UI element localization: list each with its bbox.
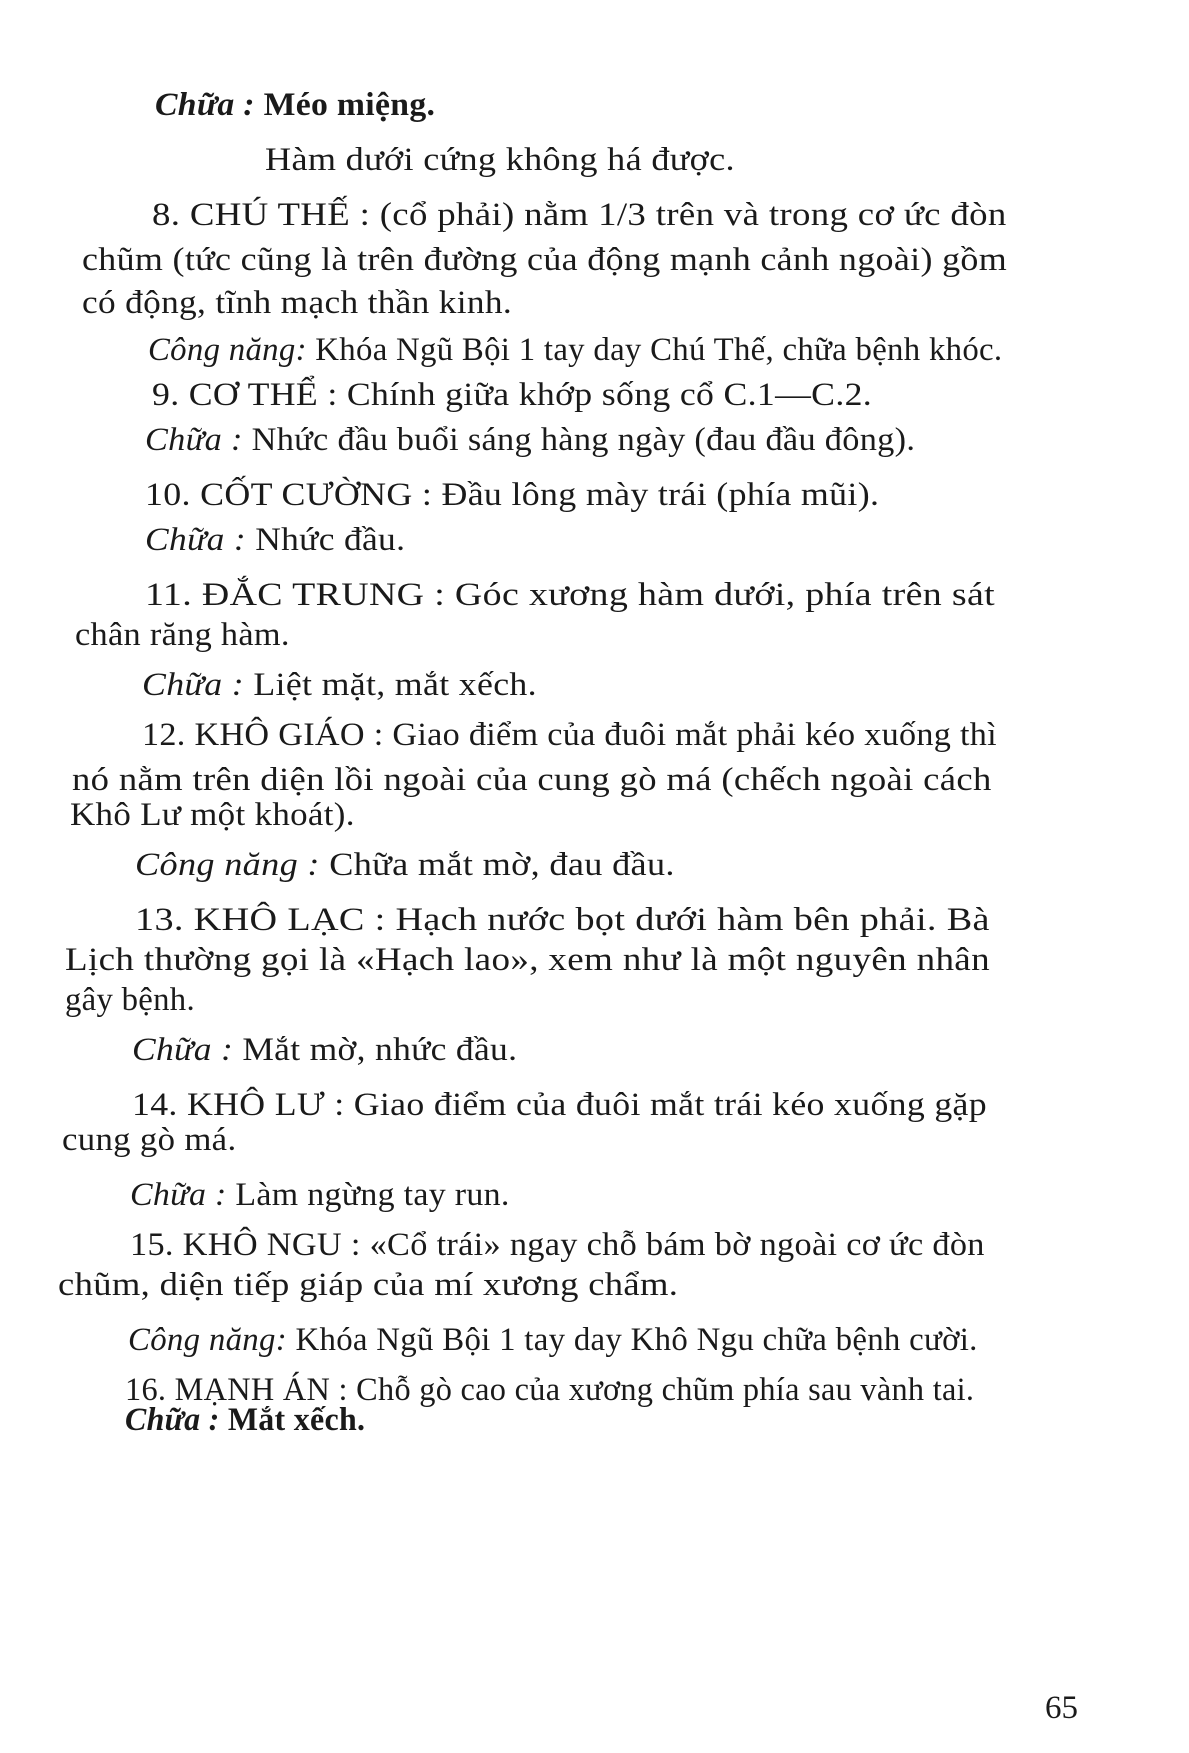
text-line [135, 845, 675, 885]
line-label: Công năng: [148, 332, 307, 368]
line-text: 11. ĐẮC TRUNG : Góc xương hàm dưới, phía trên sát [145, 577, 996, 613]
line-label: Chữa : [132, 1032, 234, 1068]
text-line [65, 980, 195, 1020]
text-line [155, 85, 435, 125]
line-text: chũm, diện tiếp giáp của mí xương chẩm. [58, 1267, 679, 1303]
line-text: Mắt xếch. [227, 1402, 366, 1438]
line-label: Chữa : [125, 1402, 220, 1438]
text-line [265, 140, 735, 180]
line-text: 13. KHÔ LẠC : Hạch nước bọt dưới hàm bên phải. Bà [135, 902, 990, 938]
line-text: chân răng hàm. [75, 617, 290, 653]
text-line [145, 420, 915, 460]
text-line [82, 283, 512, 323]
line-text: Liệt mặt, mắt xếch. [253, 667, 537, 703]
line-text: 14. KHÔ LƯ : Giao điểm của đuôi mắt trái kéo xuống gặp [132, 1087, 987, 1123]
text-line [152, 375, 872, 415]
line-label: Công năng: [128, 1322, 287, 1358]
line-label: Chữa : [155, 87, 255, 123]
line-text: 9. CƠ THỂ : Chính giữa khớp sống cổ C.1—C.2. [152, 377, 873, 413]
line-text: Khóa Ngũ Bội 1 tay day Khô Ngu chữa bệnh cười. [295, 1322, 978, 1358]
line-text: Chữa mắt mờ, đau đầu. [329, 847, 675, 883]
text-line [128, 1320, 978, 1360]
line-text: Mắt mờ, nhức đầu. [242, 1032, 518, 1068]
line-label: Chữa : [130, 1177, 227, 1213]
text-line [142, 715, 997, 755]
text-line [72, 760, 992, 800]
text-line [152, 195, 1007, 235]
text-line [70, 795, 355, 835]
line-text: Nhức đầu buổi sáng hàng ngày (đau đầu đông). [251, 422, 916, 458]
line-text: 15. KHÔ NGU : «Cổ trái» ngay chỗ bám bờ ngoài cơ ức đòn [130, 1227, 985, 1263]
line-text: Nhức đầu. [255, 522, 406, 558]
line-label: Chữa : [145, 422, 243, 458]
line-label: Công năng : [135, 847, 320, 883]
line-text: 8. CHÚ THẾ : (cổ phải) nằm 1/3 trên và trong cơ ức đòn [152, 197, 1007, 233]
line-text: Làm ngừng tay run. [235, 1177, 510, 1213]
text-line [142, 665, 537, 705]
line-text: Khô Lư một khoát). [70, 797, 355, 833]
text-line [130, 1225, 985, 1265]
text-line [75, 615, 290, 655]
line-text: nó nằm trên diện lồi ngoài của cung gò má (chếch ngoài cách [72, 762, 992, 798]
line-text: Lịch thường gọi là «Hạch lao», xem như là một nguyên nhân [65, 942, 990, 978]
line-label: Chữa : [145, 522, 247, 558]
line-text: 10. CỐT CƯỜNG : Đầu lông mày trái (phía mũi). [145, 477, 880, 513]
line-text: gây bệnh. [65, 982, 195, 1018]
text-line [148, 330, 1002, 370]
text-line [145, 475, 879, 515]
text-line [132, 1030, 517, 1070]
text-line [125, 1400, 365, 1440]
line-label: Chữa : [142, 667, 245, 703]
text-line [135, 900, 990, 940]
text-line [130, 1175, 510, 1215]
text-line [62, 1120, 236, 1160]
line-text: Hàm dưới cứng không há được. [265, 142, 735, 178]
text-line [65, 940, 990, 980]
text-line [58, 1265, 678, 1305]
line-text: Méo miệng. [263, 87, 436, 123]
line-text: có động, tĩnh mạch thần kinh. [82, 285, 513, 321]
text-line [132, 1085, 987, 1125]
line-text: 16. MẠNH ÁN : Chỗ gò cao của xương chũm phía sau vành tai. [125, 1372, 975, 1408]
page-number: 65 [1045, 1690, 1078, 1726]
line-text: cung gò má. [62, 1122, 237, 1158]
line-text: chũm (tức cũng là trên đường của động mạnh cảnh ngoài) gồm [82, 242, 1008, 278]
line-text: Khóa Ngũ Bội 1 tay day Chú Thế, chữa bệnh khóc. [315, 332, 1003, 368]
text-line [145, 575, 995, 615]
line-text: 12. KHÔ GIÁO : Giao điểm của đuôi mắt phải kéo xuống thì [142, 717, 997, 753]
text-line [145, 520, 405, 560]
text-line [82, 240, 1007, 280]
